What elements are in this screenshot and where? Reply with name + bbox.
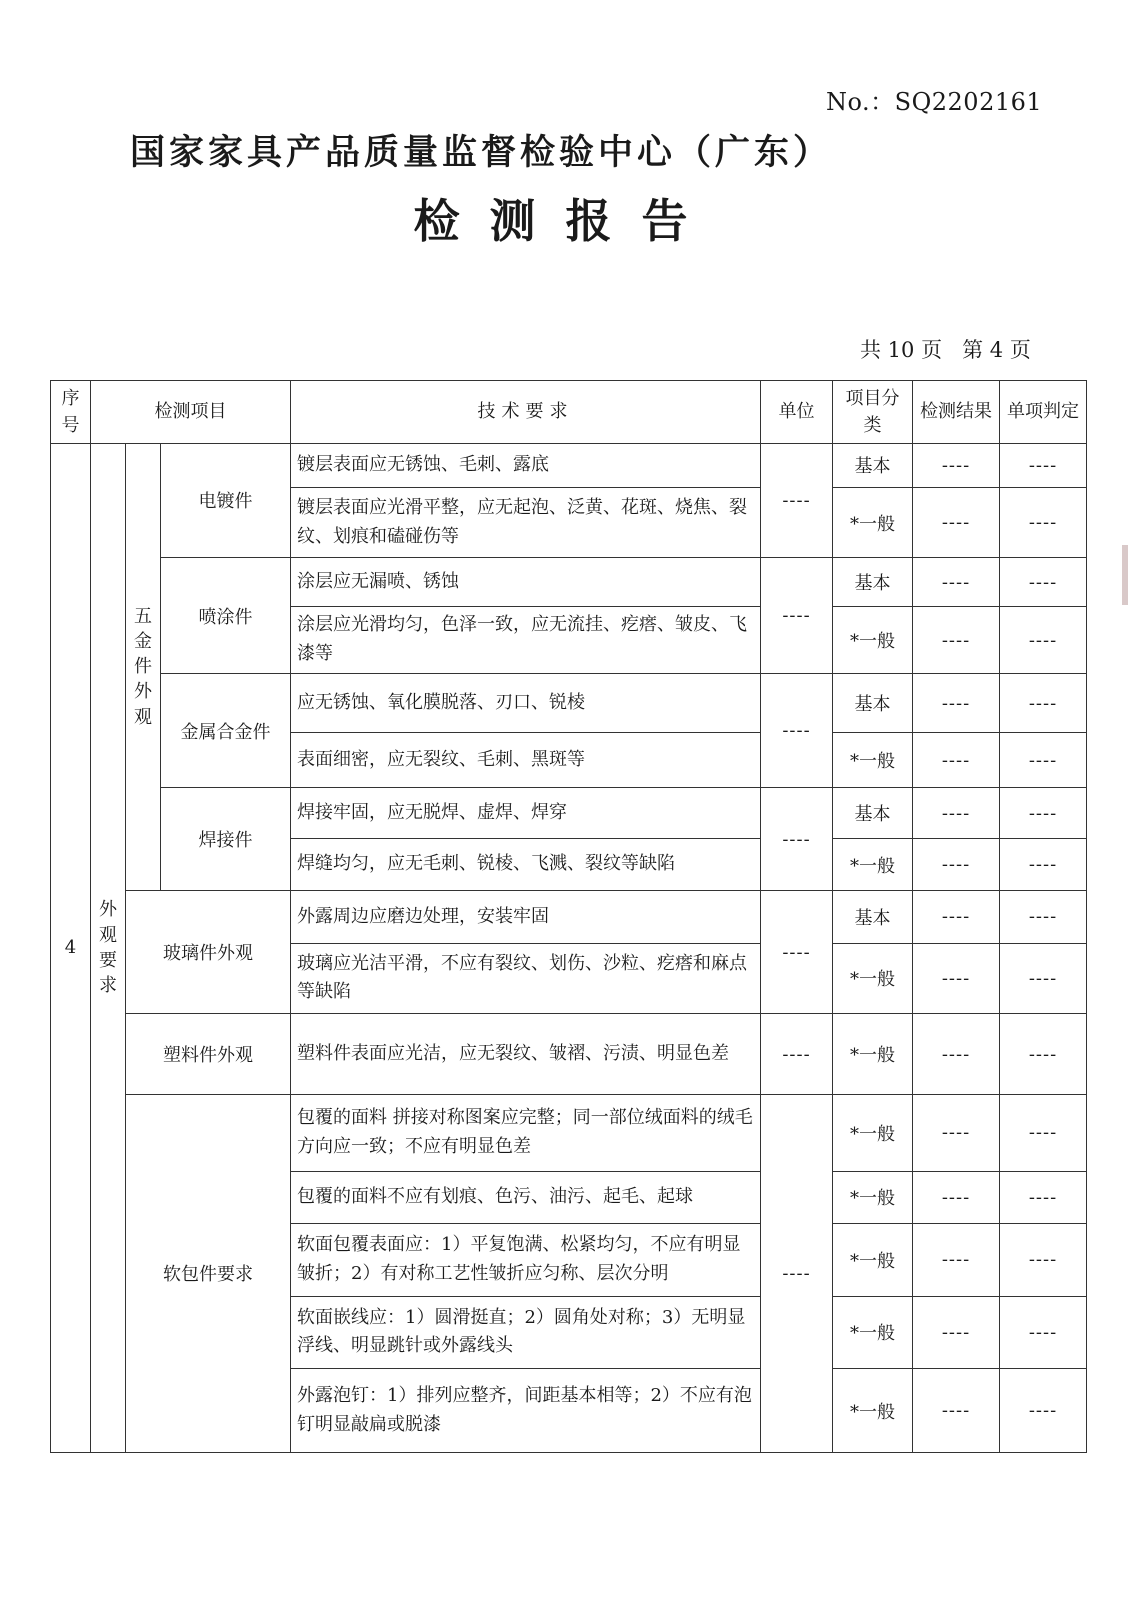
- group-name: 玻璃件外观: [126, 891, 291, 1014]
- requirement-text: 包覆的面料 拼接对称图案应完整；同一部位绒面料的绒毛方向应一致；不应有明显色差: [291, 1094, 761, 1171]
- hardware-group-label: 五金件外观: [126, 443, 161, 891]
- category-cell: 基本: [833, 558, 913, 606]
- table-row: [51, 788, 1087, 838]
- result-cell: ----: [913, 1094, 1000, 1171]
- requirement-text: 软面嵌线应：1）圆滑挺直；2）圆角处对称；3）无明显浮线、明显跳针或外露线头: [291, 1296, 761, 1369]
- category-cell: *一般: [833, 1014, 913, 1095]
- result-cell: ----: [913, 443, 1000, 487]
- requirement-text: 焊接牢固，应无脱焊、虚焊、焊穿: [291, 788, 761, 838]
- group-name: 电镀件: [161, 443, 291, 558]
- requirement-text: 外露泡钉：1）排列应整齐，间距基本相等；2）不应有泡钉明显敲扁或脱漆: [291, 1369, 761, 1453]
- category-cell: *一般: [833, 1296, 913, 1369]
- page-total: 共 10 页: [860, 338, 943, 362]
- judgement-cell: ----: [1000, 838, 1087, 890]
- judgement-cell: ----: [1000, 891, 1087, 943]
- group-name: 软包件要求: [126, 1094, 291, 1452]
- result-cell: ----: [913, 788, 1000, 838]
- category-cell: 基本: [833, 788, 913, 838]
- category-cell: *一般: [833, 838, 913, 890]
- category-cell: *一般: [833, 1094, 913, 1171]
- judgement-cell: ----: [1000, 606, 1087, 674]
- table-header: [51, 381, 1087, 444]
- category-cell: *一般: [833, 1223, 913, 1296]
- result-cell: ----: [913, 732, 1000, 787]
- unit-cell: ----: [761, 891, 833, 1014]
- report-number: No.：SQ2202161: [826, 88, 1043, 116]
- result-cell: ----: [913, 838, 1000, 890]
- col-header-judgement: 单项判定: [1000, 381, 1087, 444]
- requirement-text: 软面包覆表面应：1）平复饱满、松紧均匀，不应有明显皱折；2）有对称工艺性皱折应匀称、层次分明: [291, 1223, 761, 1296]
- group-name: 焊接件: [161, 788, 291, 891]
- result-cell: ----: [913, 606, 1000, 674]
- col-header-result: 检测结果: [913, 381, 1000, 444]
- col-header-seq: 序号: [51, 381, 91, 444]
- result-cell: ----: [913, 1296, 1000, 1369]
- center-name: 国家家具产品质量监督检验中心（广东）: [130, 132, 833, 173]
- table-row: [51, 558, 1087, 606]
- requirement-text: 表面细密，应无裂纹、毛刺、黑斑等: [291, 732, 761, 787]
- judgement-cell: ----: [1000, 1223, 1087, 1296]
- result-cell: ----: [913, 558, 1000, 606]
- table-row: [51, 1014, 1087, 1095]
- group-name: 喷涂件: [161, 558, 291, 674]
- page-info: [860, 334, 1031, 364]
- group-name: 塑料件外观: [126, 1014, 291, 1095]
- category-cell: *一般: [833, 943, 913, 1014]
- judgement-cell: ----: [1000, 443, 1087, 487]
- category-cell: *一般: [833, 1171, 913, 1223]
- table-row: [51, 1094, 1087, 1171]
- inspection-table: [50, 380, 1087, 1453]
- col-header-requirement: 技术要求: [291, 381, 761, 444]
- judgement-cell: ----: [1000, 558, 1087, 606]
- judgement-cell: ----: [1000, 1094, 1087, 1171]
- unit-cell: ----: [761, 1094, 833, 1452]
- section-number: 4: [51, 443, 91, 1452]
- requirement-text: 外露周边应磨边处理，安装牢固: [291, 891, 761, 943]
- unit-cell: ----: [761, 558, 833, 674]
- requirement-text: 包覆的面料不应有划痕、色污、油污、起毛、起球: [291, 1171, 761, 1223]
- result-cell: ----: [913, 1369, 1000, 1453]
- requirement-text: 焊缝均匀，应无毛刺、锐棱、飞溅、裂纹等缺陷: [291, 838, 761, 890]
- requirement-text: 应无锈蚀、氧化膜脱落、刃口、锐棱: [291, 674, 761, 732]
- table-row: [51, 674, 1087, 732]
- unit-cell: ----: [761, 788, 833, 891]
- col-header-category: 项目分类: [833, 381, 913, 444]
- unit-cell: ----: [761, 1014, 833, 1095]
- category-cell: *一般: [833, 732, 913, 787]
- report-title: 检测报告: [413, 194, 718, 248]
- result-cell: ----: [913, 891, 1000, 943]
- category-cell: *一般: [833, 606, 913, 674]
- category-cell: *一般: [833, 1369, 913, 1453]
- judgement-cell: ----: [1000, 1171, 1087, 1223]
- requirement-text: 塑料件表面应光洁，应无裂纹、皱褶、污渍、明显色差: [291, 1014, 761, 1095]
- category-cell: 基本: [833, 891, 913, 943]
- col-header-item: 检测项目: [91, 381, 291, 444]
- result-cell: ----: [913, 674, 1000, 732]
- category-cell: 基本: [833, 443, 913, 487]
- result-cell: ----: [913, 487, 1000, 558]
- judgement-cell: ----: [1000, 674, 1087, 732]
- judgement-cell: ----: [1000, 788, 1087, 838]
- col-header-unit: 单位: [761, 381, 833, 444]
- result-cell: ----: [913, 943, 1000, 1014]
- section-label: 外观要求: [91, 443, 126, 1452]
- judgement-cell: ----: [1000, 487, 1087, 558]
- judgement-cell: ----: [1000, 732, 1087, 787]
- result-cell: ----: [913, 1014, 1000, 1095]
- result-cell: ----: [913, 1171, 1000, 1223]
- scan-edge-mark: [1122, 545, 1128, 605]
- page-current: 第 4 页: [962, 338, 1031, 362]
- requirement-text: 涂层应光滑均匀，色泽一致，应无流挂、疙瘩、皱皮、飞漆等: [291, 606, 761, 674]
- category-cell: *一般: [833, 487, 913, 558]
- unit-cell: ----: [761, 443, 833, 558]
- judgement-cell: ----: [1000, 1296, 1087, 1369]
- judgement-cell: ----: [1000, 1014, 1087, 1095]
- category-cell: 基本: [833, 674, 913, 732]
- requirement-text: 涂层应无漏喷、锈蚀: [291, 558, 761, 606]
- unit-cell: ----: [761, 674, 833, 788]
- requirement-text: 镀层表面应光滑平整，应无起泡、泛黄、花斑、烧焦、裂纹、划痕和磕碰伤等: [291, 487, 761, 558]
- result-cell: ----: [913, 1223, 1000, 1296]
- table-row: [51, 443, 1087, 487]
- requirement-text: 玻璃应光洁平滑，不应有裂纹、划伤、沙粒、疙瘩和麻点等缺陷: [291, 943, 761, 1014]
- table-row: [51, 891, 1087, 943]
- requirement-text: 镀层表面应无锈蚀、毛刺、露底: [291, 443, 761, 487]
- group-name: 金属合金件: [161, 674, 291, 788]
- judgement-cell: ----: [1000, 943, 1087, 1014]
- judgement-cell: ----: [1000, 1369, 1087, 1453]
